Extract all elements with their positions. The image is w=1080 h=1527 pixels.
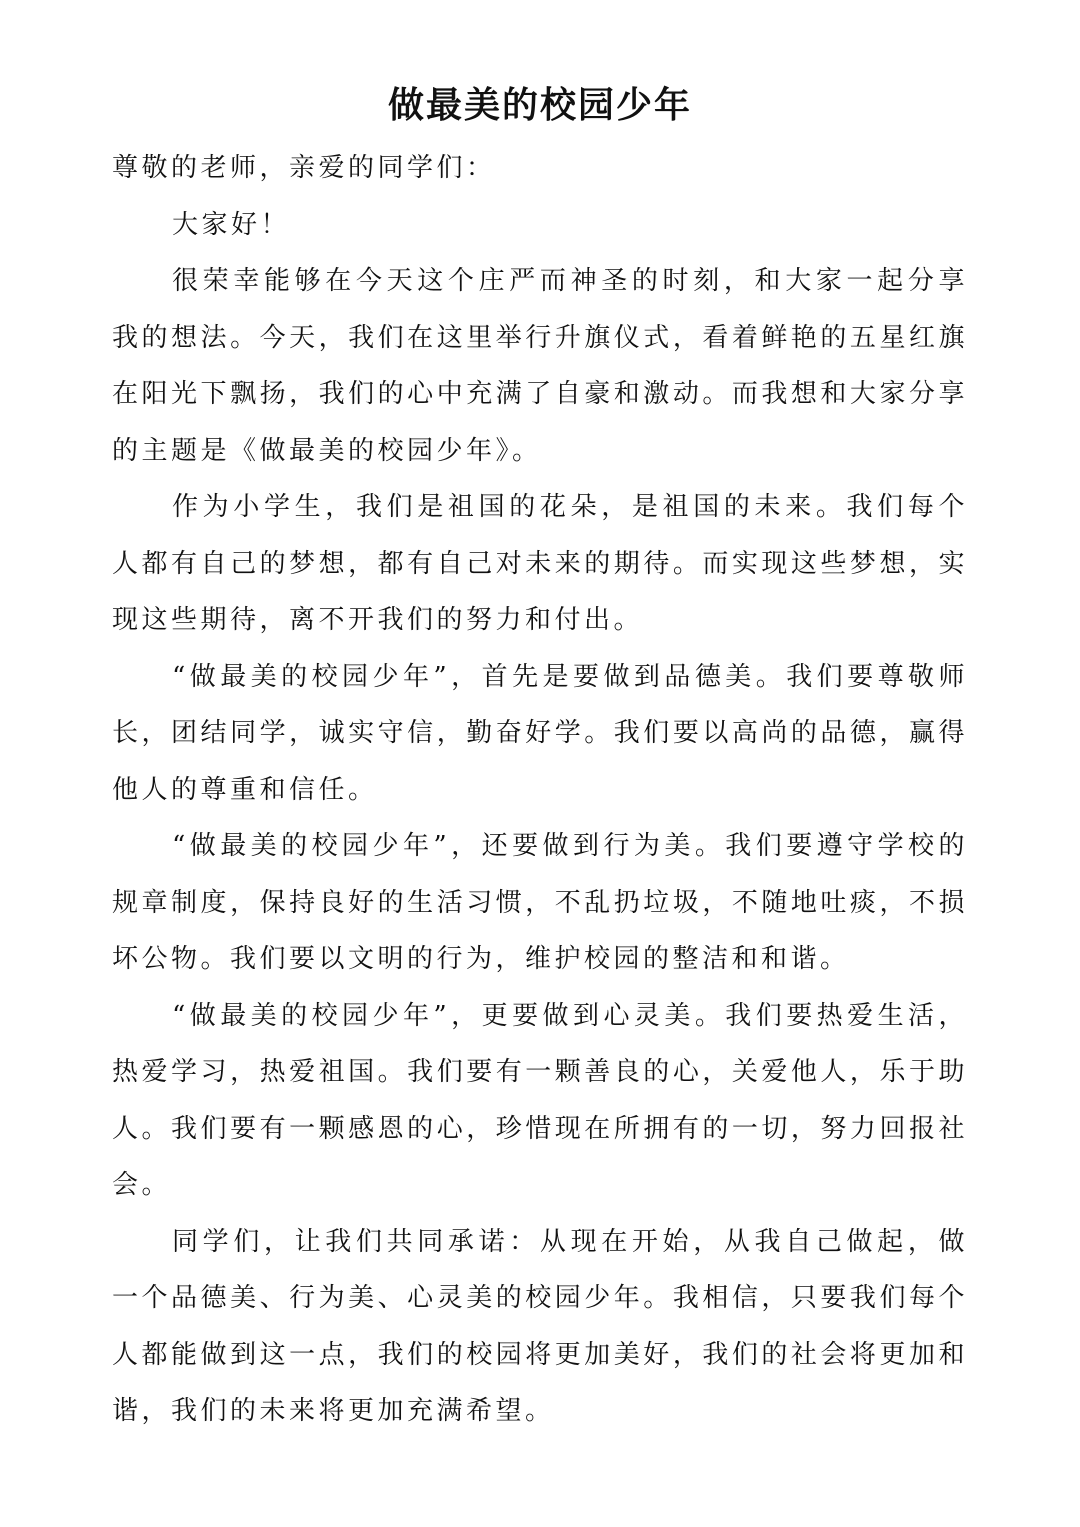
- paragraph-behavior: “做最美的校园少年”，还要做到行为美。我们要遵守学校的规章制度，保持良好的生活习惯，不乱扔垃圾，不随地吐痰，不损坏公物。我们要以文明的行为，维护校园的整洁和和谐。: [112, 831, 968, 974]
- document-body: [112, 140, 968, 1440]
- salutation: 尊敬的老师，亲爱的同学们：: [112, 153, 496, 183]
- document-title: 做最美的校园少年: [387, 85, 692, 126]
- paragraph-dream: 作为小学生，我们是祖国的花朵，是祖国的未来。我们每个人都有自己的梦想，都有自己对未来的期待。而实现这些梦想，实现这些期待，离不开我们的努力和付出。: [112, 492, 968, 635]
- paragraph-intro: 很荣幸能够在今天这个庄严而神圣的时刻，和大家一起分享我的想法。今天，我们在这里举行升旗仪式，看着鲜艳的五星红旗在阳光下飘扬，我们的心中充满了自豪和激动。而我想和大家分享的主题是《做最美的校园少年》。: [112, 266, 968, 466]
- paragraph-virtue: “做最美的校园少年”，首先是要做到品德美。我们要尊敬师长，团结同学，诚实守信，勤奋好学。我们要以高尚的品德，赢得他人的尊重和信任。: [112, 661, 968, 805]
- paragraph-closing: 同学们，让我们共同承诺：从现在开始，从我自己做起，做一个品德美、行为美、心灵美的校园少年。我相信，只要我们每个人都能做到这一点，我们的校园将更加美好，我们的社会将更加和谐，我们的未来将更加充满希望。: [112, 1226, 968, 1426]
- paragraph-heart: “做最美的校园少年”，更要做到心灵美。我们要热爱生活，热爱学习，热爱祖国。我们要有一颗善良的心，关爱他人，乐于助人。我们要有一颗感恩的心，珍惜现在所拥有的一切，努力回报社会。: [112, 1000, 968, 1200]
- greeting: 大家好！: [172, 209, 291, 240]
